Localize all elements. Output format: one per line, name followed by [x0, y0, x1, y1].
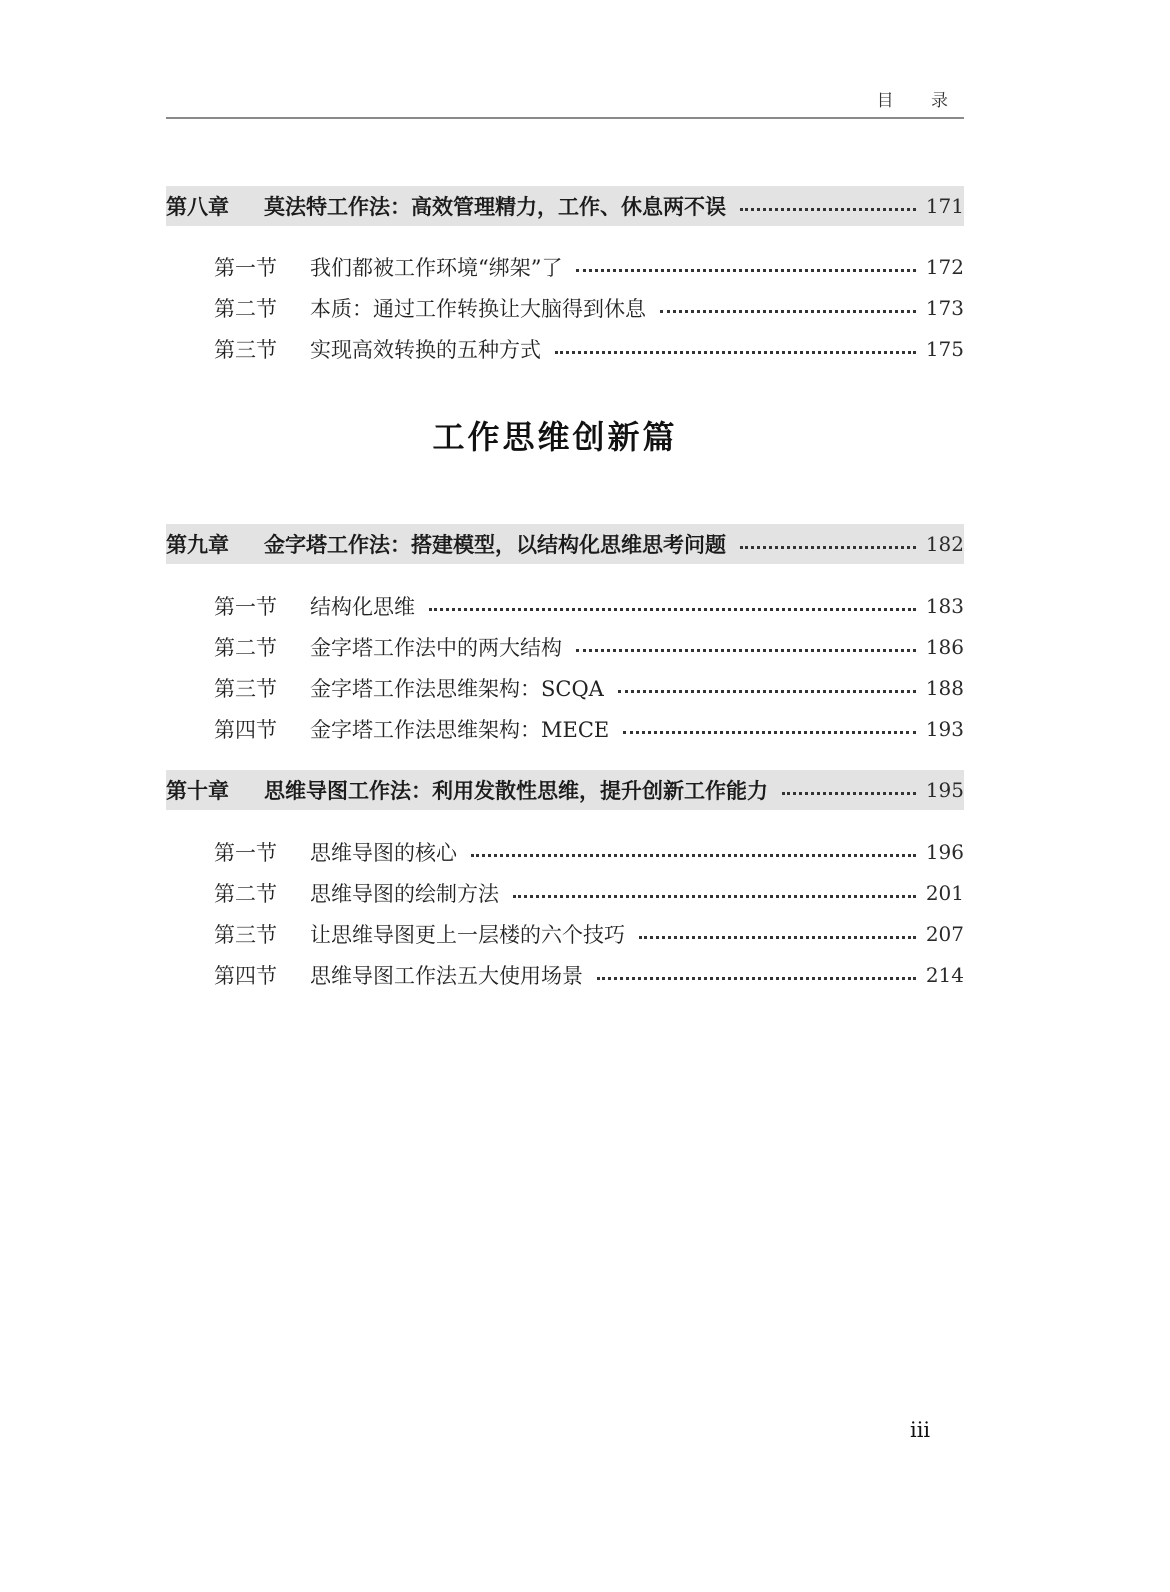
- dot-leader: [740, 208, 916, 211]
- dot-leader: [576, 269, 915, 272]
- header-rule: [166, 117, 964, 119]
- section-page-number: 188: [925, 676, 964, 700]
- toc-section-row[interactable]: [214, 249, 964, 285]
- section-number: 第二节: [214, 297, 277, 321]
- section-page-number: 173: [925, 296, 964, 320]
- chapter-number: 第十章: [166, 779, 229, 803]
- section-number: 第三节: [214, 338, 277, 362]
- chapter-number: 第八章: [166, 195, 229, 219]
- dot-leader: [471, 854, 916, 857]
- section-title: 金字塔工作法中的两大结构: [310, 636, 562, 660]
- section-number: 第四节: [214, 964, 277, 988]
- dot-leader: [639, 936, 916, 939]
- part-title: 工作思维创新篇: [432, 418, 678, 456]
- toc-section-row[interactable]: [214, 834, 964, 870]
- section-title: 思维导图的绘制方法: [310, 882, 499, 906]
- section-page-number: 183: [925, 594, 964, 618]
- toc-section-row[interactable]: [214, 588, 964, 624]
- chapter-title: 思维导图工作法：利用发散性思维，提升创新工作能力: [264, 779, 768, 803]
- toc-section-row[interactable]: [214, 629, 964, 665]
- toc-section-row[interactable]: [214, 711, 964, 747]
- section-title: 让思维导图更上一层楼的六个技巧: [310, 923, 625, 947]
- section-number: 第三节: [214, 677, 277, 701]
- dot-leader: [513, 895, 916, 898]
- chapter-page-number: 195: [925, 778, 964, 802]
- toc-section-row[interactable]: [214, 875, 964, 911]
- section-page-number: 186: [925, 635, 964, 659]
- dot-leader: [660, 310, 916, 313]
- section-number: 第一节: [214, 841, 277, 865]
- section-page-number: 214: [925, 963, 964, 987]
- section-page-number: 175: [925, 337, 964, 361]
- chapter-page-number: 182: [925, 532, 964, 556]
- toc-chapter-row[interactable]: [166, 524, 964, 564]
- section-number: 第三节: [214, 923, 277, 947]
- dot-leader: [740, 546, 916, 549]
- dot-leader: [623, 731, 916, 734]
- section-page-number: 207: [925, 922, 964, 946]
- dot-leader: [618, 690, 916, 693]
- section-number: 第四节: [214, 718, 277, 742]
- dot-leader: [782, 792, 916, 795]
- toc-chapter-row[interactable]: [166, 770, 964, 810]
- chapter-page-number: 171: [925, 194, 964, 218]
- toc-section-row[interactable]: [214, 331, 964, 367]
- section-title: 金字塔工作法思维架构：SCQA: [310, 677, 604, 701]
- section-page-number: 196: [925, 840, 964, 864]
- section-title: 我们都被工作环境“绑架”了: [310, 256, 563, 280]
- toc-section-row[interactable]: [214, 290, 964, 326]
- section-number: 第二节: [214, 882, 277, 906]
- section-page-number: 193: [925, 717, 964, 741]
- section-title: 金字塔工作法思维架构：MECE: [310, 718, 610, 742]
- page-folio: iii: [910, 1418, 931, 1442]
- dot-leader: [576, 649, 916, 652]
- section-title: 思维导图工作法五大使用场景: [310, 964, 583, 988]
- chapter-title: 莫法特工作法：高效管理精力，工作、休息两不误: [264, 195, 726, 219]
- section-page-number: 201: [925, 881, 964, 905]
- section-title: 结构化思维: [310, 595, 415, 619]
- section-number: 第二节: [214, 636, 277, 660]
- dot-leader: [429, 608, 916, 611]
- toc-section-row[interactable]: [214, 916, 964, 952]
- section-title: 思维导图的核心: [310, 841, 457, 865]
- section-page-number: 172: [925, 255, 964, 279]
- dot-leader: [597, 977, 916, 980]
- toc-chapter-row[interactable]: [166, 186, 964, 226]
- section-number: 第一节: [214, 256, 277, 280]
- toc-section-row[interactable]: [214, 957, 964, 993]
- dot-leader: [555, 351, 916, 354]
- section-title: 实现高效转换的五种方式: [310, 338, 541, 362]
- section-number: 第一节: [214, 595, 277, 619]
- section-title: 本质：通过工作转换让大脑得到休息: [310, 297, 646, 321]
- running-head: 目 录: [876, 91, 964, 111]
- toc-section-row[interactable]: [214, 670, 964, 706]
- chapter-title: 金字塔工作法：搭建模型，以结构化思维思考问题: [264, 533, 726, 557]
- chapter-number: 第九章: [166, 533, 229, 557]
